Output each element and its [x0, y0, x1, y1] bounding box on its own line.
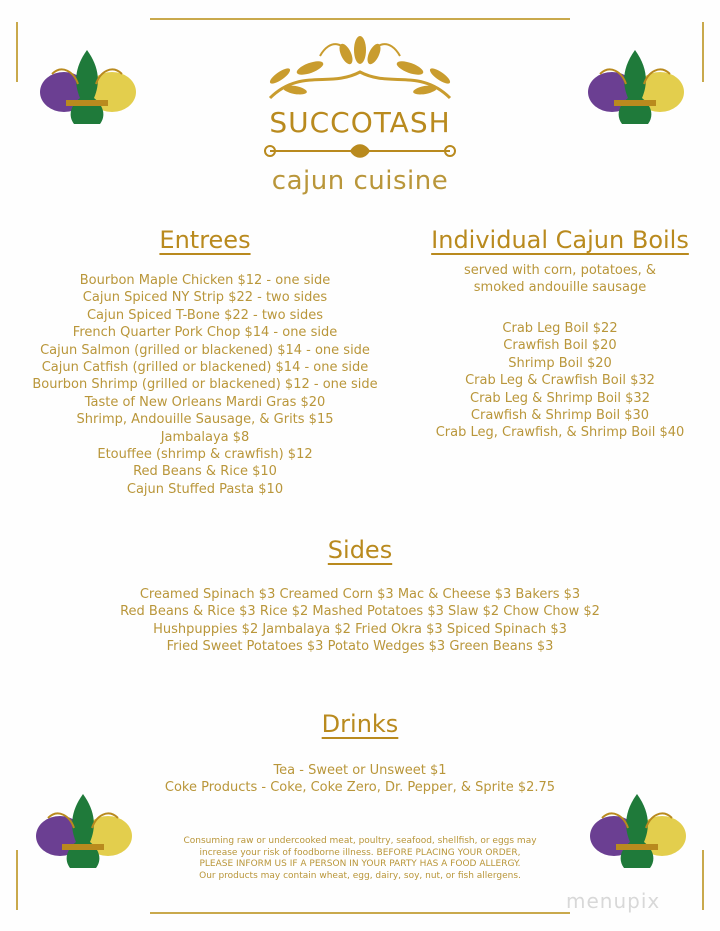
frame-right-line	[702, 22, 704, 82]
sides-line: Fried Sweet Potatoes $3 Potato Wedges $3 Green Beans $3	[166, 639, 554, 655]
disclaimer-line: PLEASE INFORM US IF A PERSON IN YOUR PARTY HAS A FOOD ALLERGY.	[199, 859, 521, 869]
entree-item: Shrimp, Andouille Sausage, & Grits $15	[76, 412, 334, 428]
frame-bottom-line	[150, 912, 570, 914]
disclaimer-line: increase your risk of foodborne illness. BEFORE PLACING YOUR ORDER,	[199, 847, 521, 858]
fleur-de-lis-icon	[22, 44, 152, 134]
entree-item: Cajun Salmon (grilled or blackened) $14 - one side	[40, 342, 370, 358]
watermark: menupix	[566, 889, 661, 913]
disclaimer-line: Our products may contain wheat, egg, dairy, soy, nut, or fish allergens.	[199, 870, 521, 881]
drinks-list	[100, 762, 620, 797]
boil-item: Shrimp Boil $20	[508, 355, 612, 371]
boil-item: Crawfish & Shrimp Boil $30	[470, 408, 650, 424]
boils-heading: Individual Cajun Boils	[431, 226, 689, 254]
sides-line: Hushpuppies $2 Jambalaya $2 Fried Okra $3 Spiced Spinach $3	[153, 621, 567, 637]
entrees-heading: Entrees	[159, 226, 251, 254]
entree-item: French Quarter Pork Chop $14 - one side	[72, 325, 338, 341]
drink-item: Tea - Sweet or Unsweet $1	[273, 763, 447, 778]
frame-left-line	[16, 22, 18, 82]
frame-right-line-bottom	[702, 850, 704, 910]
entree-item: Cajun Stuffed Pasta $10	[126, 481, 284, 497]
frame-top-line	[150, 18, 570, 20]
boil-item: Crab Leg & Shrimp Boil $32	[470, 390, 650, 406]
entree-item: Red Beans & Rice $10	[133, 464, 277, 480]
boils-note	[410, 262, 710, 297]
entree-item: Cajun Spiced T-Bone $22 - two sides	[86, 307, 324, 323]
drinks-heading: Drinks	[321, 710, 399, 738]
boils-list	[410, 320, 710, 442]
disclaimer-line: Consuming raw or undercooked meat, poultry, seafood, shellfish, or eggs may	[183, 836, 537, 846]
sides-line: Red Beans & Rice $3 Rice $2 Mashed Potatoes $3 Slaw $2 Chow Chow $2	[120, 604, 600, 620]
ornament-crown-icon	[250, 28, 470, 104]
fleur-de-lis-icon	[572, 788, 702, 878]
boil-item: Crab Leg & Crawfish Boil $32	[465, 373, 655, 389]
sides-heading: Sides	[327, 536, 393, 564]
entree-item: Bourbon Maple Chicken $12 - one side	[79, 273, 331, 288]
drink-item: Coke Products - Coke, Coke Zero, Dr. Pepper, & Sprite $2.75	[164, 780, 556, 796]
fleur-de-lis-icon	[570, 44, 700, 134]
fleur-de-lis-icon	[18, 788, 148, 878]
boil-item: Crab Leg Boil $22	[502, 321, 618, 336]
entrees-list	[20, 272, 390, 498]
boil-item: Crawfish Boil $20	[503, 338, 617, 354]
brand-logo	[240, 28, 480, 168]
entree-item: Bourbon Shrimp (grilled or blackened) $12 - one side	[32, 377, 378, 393]
brand-name: SUCCOTASH	[269, 106, 451, 139]
brand-subtitle: cajun cuisine	[271, 166, 449, 196]
entree-item: Cajun Catfish (grilled or blackened) $14 - one side	[41, 360, 369, 376]
entree-item: Taste of New Orleans Mardi Gras $20	[84, 394, 326, 410]
boils-note-line: smoked andouille sausage	[473, 280, 647, 296]
allergy-disclaimer	[150, 836, 570, 882]
entree-item: Jambalaya $8	[160, 429, 250, 445]
sides-list	[20, 586, 700, 656]
ornament-divider-icon	[260, 140, 460, 162]
boils-note-line: served with corn, potatoes, &	[463, 263, 657, 278]
sides-line: Creamed Spinach $3 Creamed Corn $3 Mac & Cheese $3 Bakers $3	[139, 587, 581, 602]
boil-item: Crab Leg, Crawfish, & Shrimp Boil $40	[435, 425, 685, 441]
entree-item: Cajun Spiced NY Strip $22 - two sides	[82, 290, 328, 306]
entree-item: Etouffee (shrimp & crawfish) $12	[97, 447, 313, 463]
